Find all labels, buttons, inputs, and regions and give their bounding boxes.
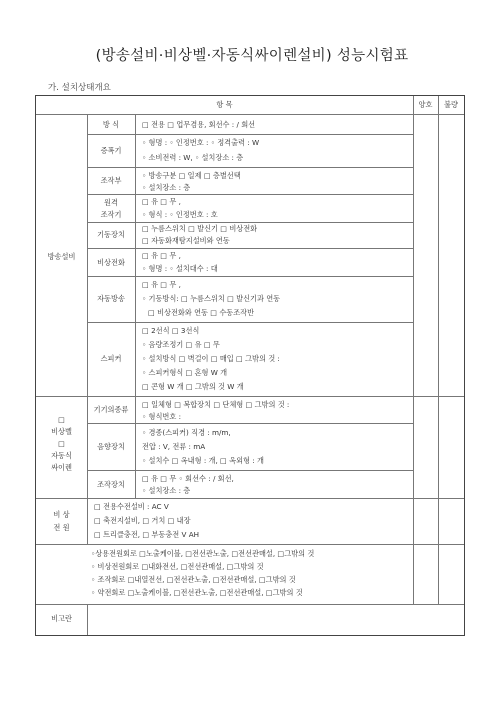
- inspection-table: [35, 95, 465, 636]
- label-start: 기동장치: [97, 230, 125, 239]
- header-ok: 양호: [418, 100, 433, 109]
- wiring-line-3: ◦ 조작회로 □내열전선, □전선관노출, □전선관매설, □그밖의 것: [91, 575, 296, 584]
- label-sound: 음향장치: [97, 442, 125, 451]
- auto-line-2: ◦ 기동방식: □ 누름스위치 □ 발신기과 연동: [142, 294, 281, 303]
- label-auto: 자동방송: [97, 294, 125, 303]
- phone-line-1: □ 유 □ 무 ,: [142, 251, 181, 260]
- ctrl2-line-1: □ 유 □ 무 ◦ 회선수 : / 회선,: [142, 474, 234, 483]
- amp-line-1: ◦ 형명 : ◦ 인정번호 : ◦ 정격출력 : W: [142, 138, 260, 147]
- speaker-line-4: ◦ 스피커형식 □ 혼형 W 개: [142, 368, 228, 377]
- label-ctrl2: 조작장치: [97, 480, 125, 489]
- group-bell: □ 비상벨 □ 자동식 싸이렌: [51, 415, 72, 472]
- header-bad: 불량: [444, 100, 458, 109]
- control-line-1: ◦ 방송구분 □ 일제 □ 층별선택: [142, 171, 241, 180]
- ctrl2-line-2: ◦ 설치장소 : 층: [142, 486, 191, 495]
- group-broadcast: 방송설비: [47, 252, 76, 261]
- label-amp: 증폭기: [100, 146, 122, 155]
- sound-line-1: ◦ 경종(스피커) 직경 : m/m,: [142, 428, 231, 437]
- remote-line-2: ◦ 형식 : ◦ 인정번호 : 호: [142, 210, 218, 219]
- label-remote-1: 원격: [104, 198, 118, 207]
- kind-line-2: ◦ 형식번호 :: [142, 412, 182, 421]
- speaker-line-5: □ 콘형 W 개 □ 그밖의 것 W 개: [142, 382, 244, 391]
- label-kind: 기기의종류: [93, 405, 129, 414]
- power-line-2: □ 축전지설비, □ 거치 □ 내장: [94, 516, 191, 525]
- remote-line-1: □ 유 □ 무 ,: [142, 197, 181, 206]
- header-item: 항 목: [216, 100, 233, 109]
- kind-line-1: □ 일체형 □ 복합장치 □ 단체형 □ 그밖의 것 :: [142, 400, 290, 409]
- wiring-line-4: ◦ 약전회로 □노출케이블, □전선관노출, □전선관매설, □그밖의 것: [91, 588, 303, 597]
- label-control: 조작부: [100, 176, 122, 185]
- label-phone: 비상전화: [97, 258, 125, 267]
- speaker-line-2: ◦ 음량조정기 □ 유 □ 무: [142, 340, 220, 349]
- wiring-line-1: ◦상용전원회로 □노출케이블, □전선관노출, □전선관매설, □그밖의 것: [91, 549, 315, 558]
- start-line-2: □ 자동화재탐지설비와 연동: [142, 236, 230, 245]
- method-text: □ 전용 □ 업무겸용, 회선수 : / 회선: [142, 120, 256, 129]
- speaker-line-1: □ 2선식 □ 3선식: [142, 326, 200, 335]
- control-line-2: ◦ 설치장소 : 층: [142, 183, 191, 192]
- section-heading: 가. 설치상태개요: [48, 83, 111, 93]
- label-speaker: 스피커: [100, 354, 122, 363]
- start-line-1: □ 누름스위치 □ 발신기 □ 비상전화: [142, 224, 258, 233]
- sound-line-2: 전압 : V, 전류 : mA: [142, 442, 206, 451]
- label-method: 방 식: [102, 120, 120, 129]
- auto-line-3: □ 비상전화와 연동 □ 수동조작반: [148, 308, 255, 317]
- group-remarks: 비고란: [51, 614, 72, 623]
- auto-line-1: □ 유 □ 무 ,: [142, 280, 181, 289]
- power-line-1: □ 전용수전설비 : AC V: [94, 502, 169, 511]
- label-remote-2: 조작기: [100, 210, 122, 219]
- speaker-line-3: ◦ 설치방식 □ 벽걸이 □ 매입 □ 그밖의 것 :: [142, 354, 280, 363]
- group-power-1: 비 상: [53, 510, 70, 519]
- sound-line-3: ◦ 설치수 □ 옥내형 : 개, □ 옥외형 : 개: [142, 456, 264, 465]
- power-line-3: □ 트리클충전, □ 부동충전 V AH: [94, 530, 200, 539]
- wiring-line-2: ◦ 비상전원회로 □내화전선, □전선관매설, □그밖의 것: [91, 562, 264, 571]
- group-power-2: 전 원: [53, 523, 70, 532]
- phone-line-2: ◦ 형명 : ◦ 설치대수 : 대: [142, 264, 218, 273]
- amp-line-2: ◦ 소비전력 : W, ◦ 설치장소 : 층: [142, 153, 244, 162]
- page-title: (방송설비·비상벨·자동식싸이렌설비) 성능시험표: [95, 48, 409, 64]
